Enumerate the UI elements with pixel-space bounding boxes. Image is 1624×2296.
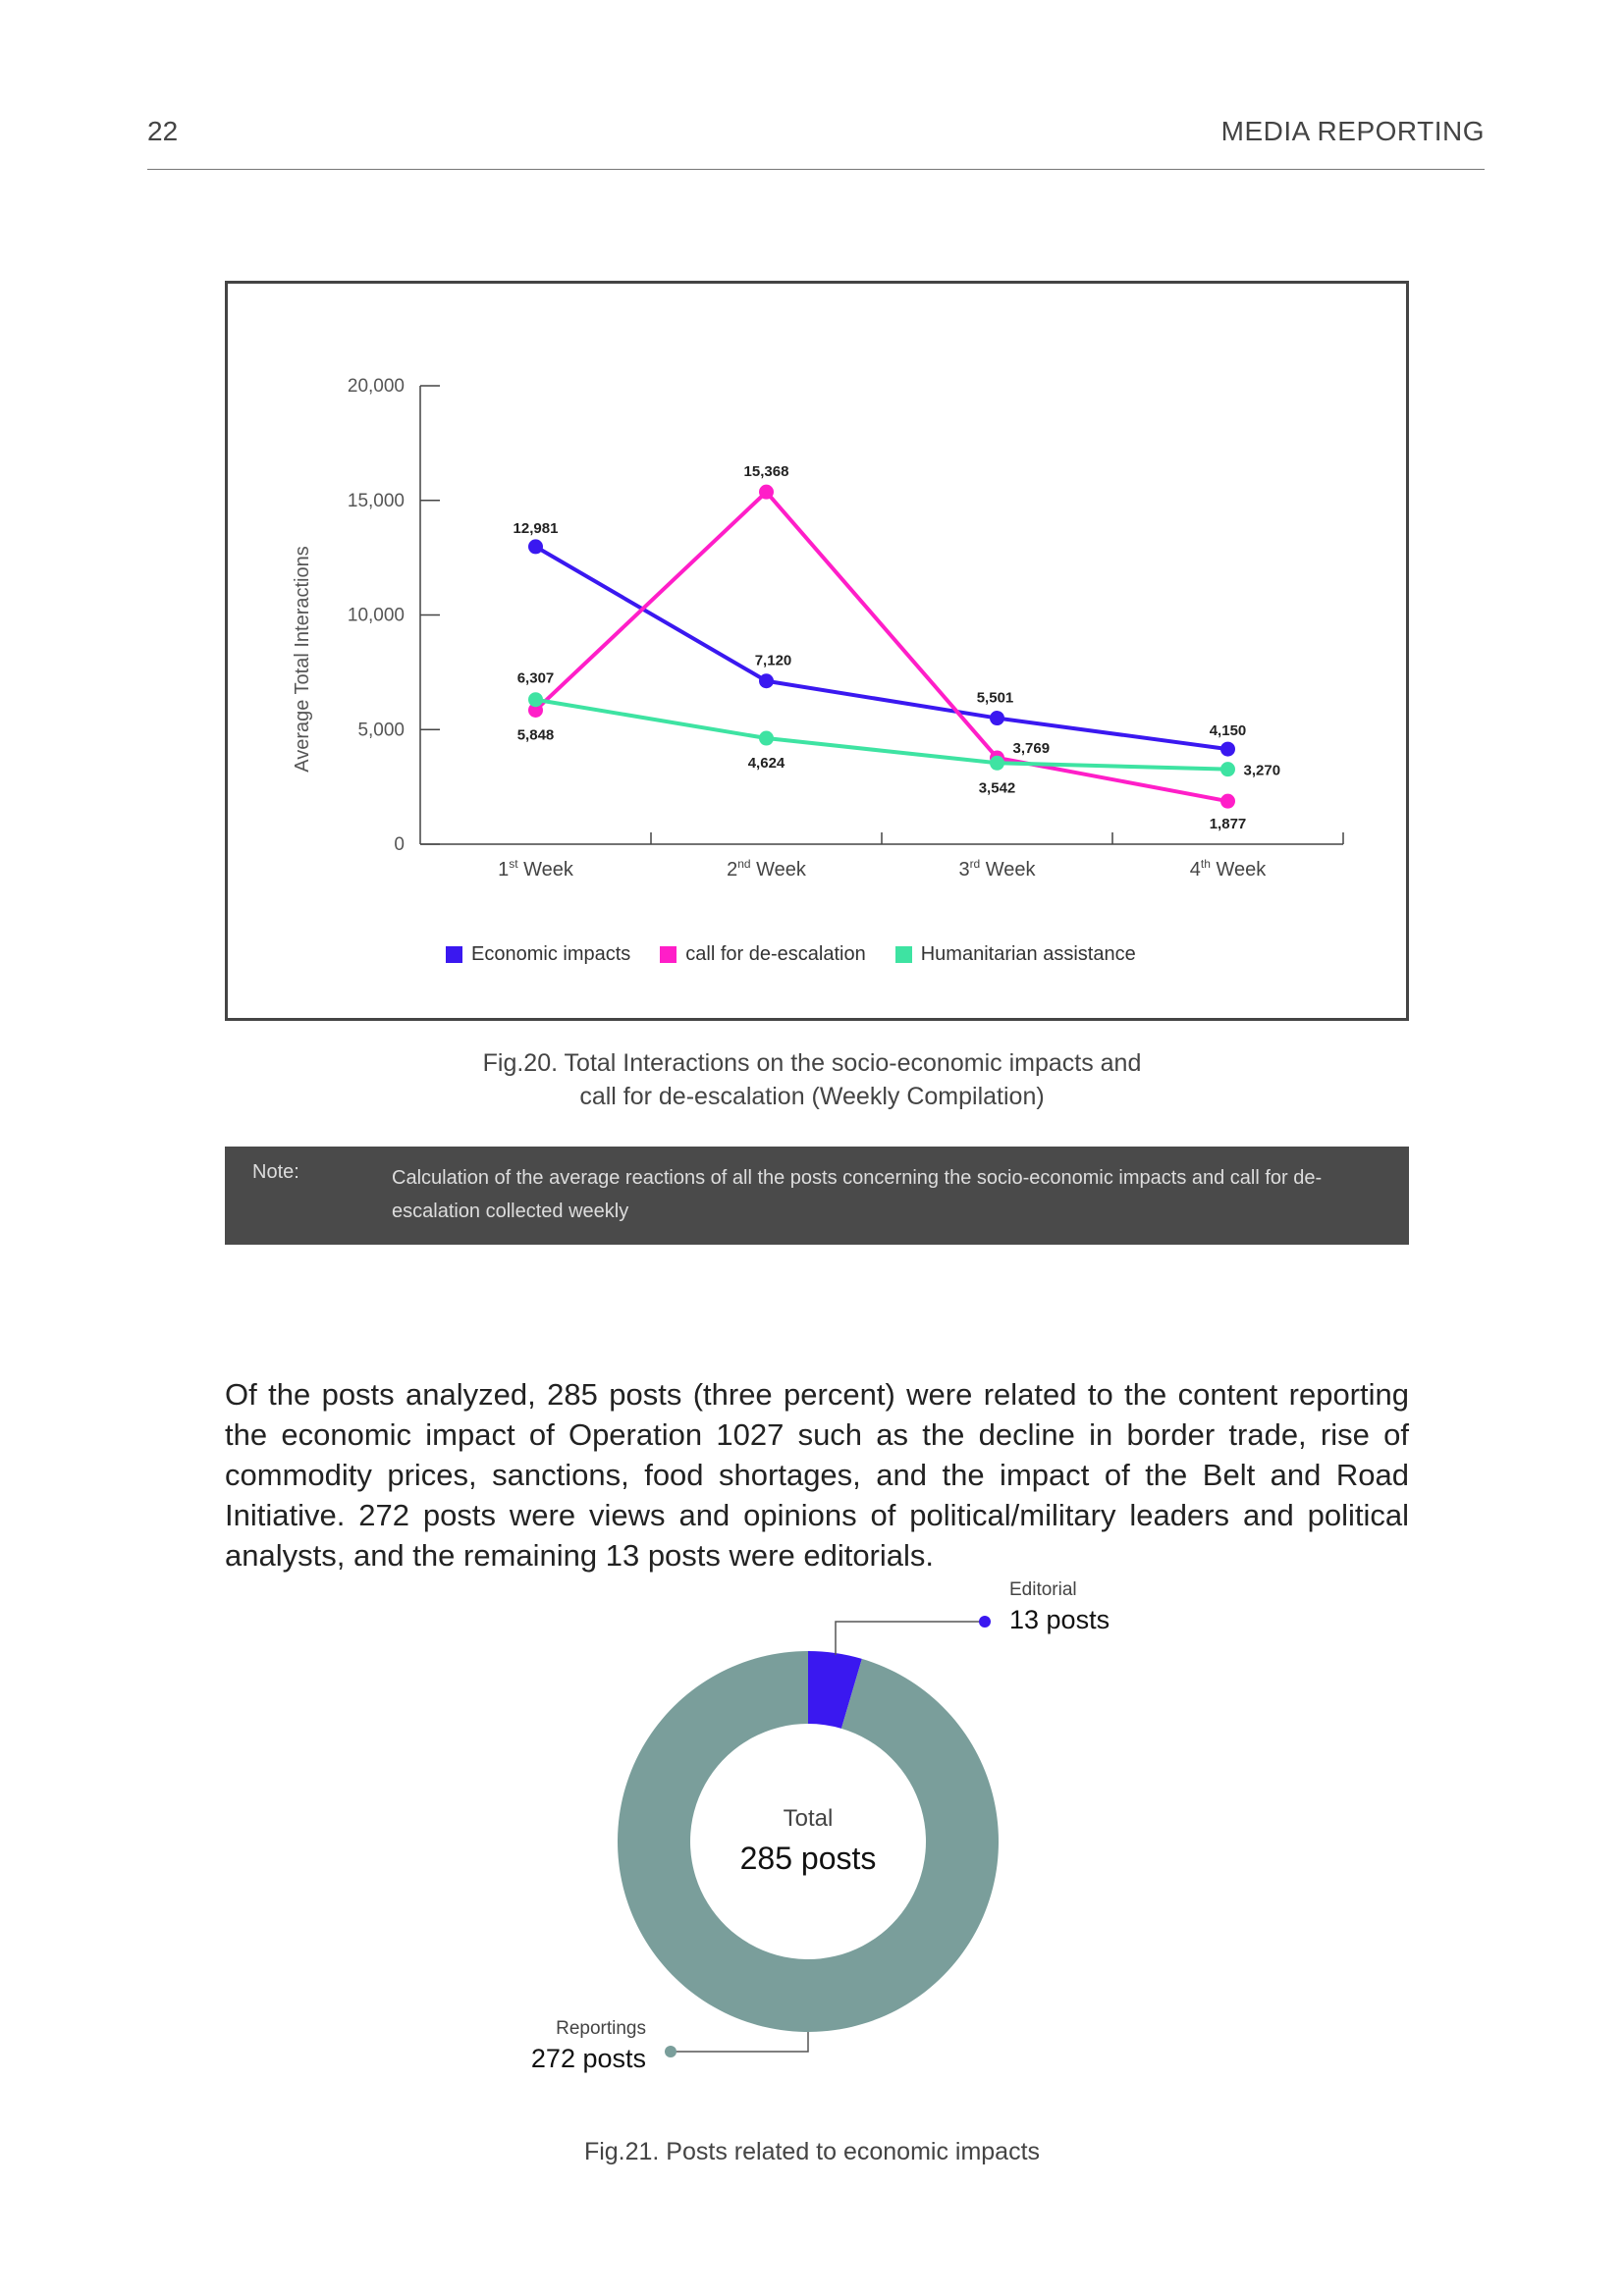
y-tick-label: 10,000 bbox=[347, 605, 405, 626]
page-number: 22 bbox=[147, 116, 179, 146]
y-tick-label: 20,000 bbox=[347, 376, 405, 397]
legend-label: Economic impacts bbox=[471, 943, 631, 965]
running-header: MEDIA REPORTING bbox=[1220, 116, 1485, 146]
editorial-marker bbox=[979, 1616, 991, 1628]
x-tick-label: 4th Week bbox=[1189, 857, 1267, 881]
data-label: 15,368 bbox=[743, 463, 789, 481]
note-label: Note: bbox=[252, 1161, 299, 1183]
editorial-label: Editorial bbox=[1009, 1579, 1077, 1600]
donut-center-value: 285 posts bbox=[739, 1841, 877, 1876]
y-tick-label: 5,000 bbox=[357, 720, 405, 741]
reportings-value: 272 posts bbox=[530, 2044, 646, 2073]
editorial-leader-line bbox=[836, 1622, 985, 1655]
data-label: 4,624 bbox=[747, 755, 785, 773]
y-axis-title: Average Total Interactions bbox=[292, 546, 313, 773]
data-label: 7,120 bbox=[754, 652, 792, 669]
y-tick-label: 0 bbox=[394, 834, 405, 855]
data-label: 5,501 bbox=[976, 689, 1014, 707]
reportings-marker bbox=[665, 2046, 677, 2057]
x-tick-label: 2nd Week bbox=[727, 857, 806, 881]
data-label: 12,981 bbox=[513, 519, 559, 537]
legend-label: call for de-escalation bbox=[685, 943, 866, 965]
x-tick-label: 1st Week bbox=[498, 857, 573, 881]
data-label: 3,769 bbox=[1012, 739, 1051, 757]
editorial-value: 13 posts bbox=[1009, 1605, 1110, 1634]
data-label: 1,877 bbox=[1209, 816, 1247, 833]
data-label: 3,542 bbox=[978, 779, 1016, 797]
x-tick-label: 3rd Week bbox=[958, 857, 1036, 881]
y-tick-label: 15,000 bbox=[347, 490, 405, 511]
data-label: 4,150 bbox=[1209, 722, 1247, 740]
reportings-label: Reportings bbox=[556, 2018, 646, 2039]
data-label: 5,848 bbox=[516, 726, 555, 744]
note-text: Calculation of the average reactions of all the posts concerning the socio-economic impacts and call for de-escalation collected weekly bbox=[392, 1167, 1323, 1222]
data-label: 6,307 bbox=[516, 669, 555, 687]
caption-line: call for de-escalation (Weekly Compilation) bbox=[579, 1083, 1045, 1110]
caption-line: Fig.20. Total Interactions on the socio-economic impacts and bbox=[482, 1049, 1142, 1077]
figure-21-caption: Fig.21. Posts related to economic impacts bbox=[583, 2138, 1041, 2165]
body-paragraph: Of the posts analyzed, 285 posts (three percent) were related to the content reporting the economic impact of Operation 1027 such as the decline in border trade, rise of commodity prices, sanctions, food shortages, and the impact of the Belt and Road Initiative. 272 posts were views and opinions of political/military leaders and political analysts, and the remaining 13 posts were editorials. bbox=[225, 1377, 1409, 1573]
data-label: 3,270 bbox=[1243, 762, 1281, 779]
donut-center-label: Total bbox=[783, 1805, 834, 1832]
legend-label: Humanitarian assistance bbox=[920, 943, 1136, 965]
reportings-leader-line bbox=[671, 2032, 808, 2052]
